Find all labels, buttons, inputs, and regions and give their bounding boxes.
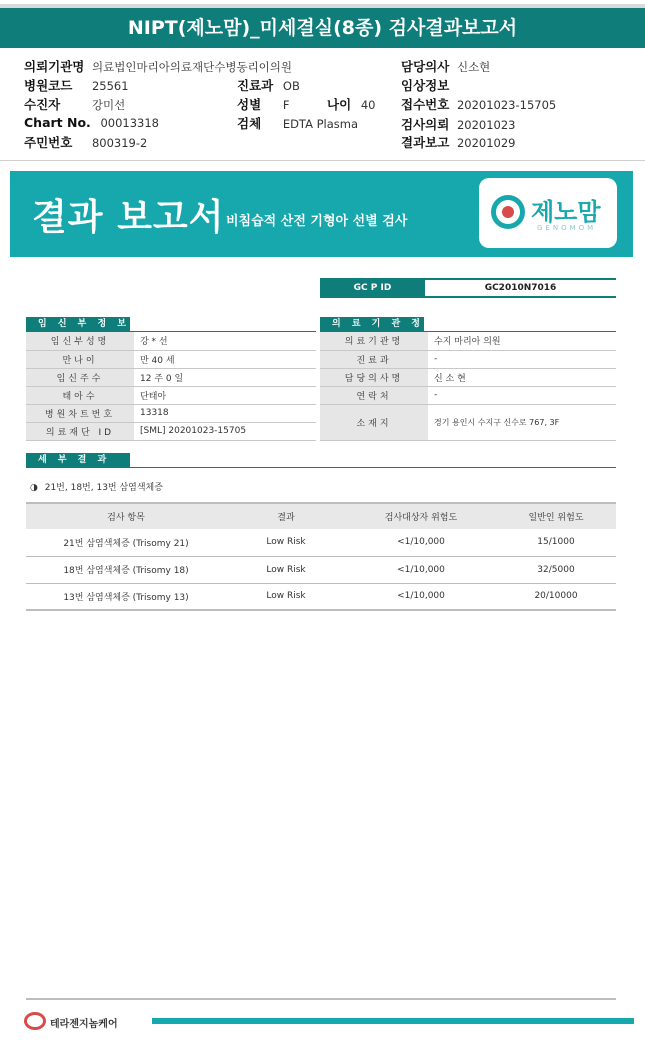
info-row [26,368,316,386]
meta-divider [0,160,645,161]
info-value: 13318 [134,404,316,422]
section-detail-results: 세 부 결 과 [26,453,130,468]
info-value: 경기 용인시 수지구 신수로 767, 3F [428,404,616,440]
meta-label: 검사의뢰 [401,117,450,132]
meta-label: 진료과 [237,78,274,93]
half-circle-icon: ◑ [30,483,38,493]
info-row [320,404,616,440]
gcp-id-label: GC P ID [320,278,425,298]
report-banner [10,171,633,257]
info-row [26,422,316,440]
section-pregnant-info: 임 신 부 정 보 [26,317,130,332]
meta-label: 의뢰기관명 [24,59,85,74]
result-cell: Low Risk [226,529,346,556]
logo-text: 제노맘 [531,198,601,226]
report-title: NIPT(제노맘)_미세결실(8종) 검사결과보고서 [0,8,645,48]
meta-label: Chart No. [24,115,91,130]
meta-specimen [237,114,358,132]
result-table [26,502,616,611]
logo-subtext: GENOMOM [537,224,597,232]
institution-info-table [320,332,616,441]
section-line [26,467,616,468]
meta-label: 결과보고 [401,135,450,150]
meta-chart-no [24,115,159,130]
info-label: 연락처 [320,386,428,404]
gcp-id-value: GC2010N7016 [425,278,616,298]
info-value: 수지 마리아 의원 [428,332,616,350]
company-name: 테라젠지놈케어 [50,1019,118,1030]
result-cell: 20/10000 [496,583,616,610]
info-label: 임신주수 [26,368,134,386]
info-row [320,386,616,404]
result-cell: <1/10,000 [346,583,496,610]
footer-bar [152,1018,634,1024]
meta-label: 담당의사 [401,59,450,74]
result-cell: <1/10,000 [346,529,496,556]
company-logo-icon [24,1012,46,1030]
result-cell: Low Risk [226,583,346,610]
meta-value: 20201023 [456,118,516,132]
result-column-header: 결과 [226,503,346,529]
section-institution-info: 의 료 기 관 정 [320,317,424,332]
meta-value: 800319-2 [91,136,148,150]
meta-label: 나이 [327,97,352,112]
info-row [26,404,316,422]
info-value: 신 소 현 [428,368,616,386]
info-value: - [428,386,616,404]
meta-result-date [401,133,516,151]
info-value: - [428,350,616,368]
result-column-header: 검사 항목 [26,503,226,529]
meta-receipt-no [401,95,556,113]
result-cell: 32/5000 [496,556,616,583]
meta-value: 40 [360,98,376,112]
result-column-header: 일반인 위험도 [496,503,616,529]
meta-age [327,95,375,113]
result-cell: <1/10,000 [346,556,496,583]
info-row [320,332,616,350]
result-cell: 18번 삼염색체증 (Trisomy 18) [26,556,226,583]
meta-resident-no [24,133,147,151]
meta-hospital-code [24,76,129,94]
banner-subtitle: 비침습적 산전 기형아 선별 검사 [226,214,408,229]
result-column-header: 검사대상자 위험도 [346,503,496,529]
meta-value: 20201029 [456,136,516,150]
meta-value: 00013318 [100,116,159,130]
result-row [26,583,616,610]
result-cell: 15/1000 [496,529,616,556]
meta-value: F [282,98,290,112]
result-row [26,556,616,583]
meta-value: 의료법인마리아의료재단수병동리이의원 [92,60,293,74]
detail-heading-text: 21번, 18번, 13번 삼염색체증 [44,483,163,493]
info-value: 단태아 [134,386,316,404]
meta-request-date [401,115,516,133]
meta-value: 신소현 [456,60,491,74]
result-cell: 21번 삼염색체증 (Trisomy 21) [26,529,226,556]
info-value: 만 40 세 [134,350,316,368]
meta-label: 임상정보 [401,78,450,93]
pregnant-info-table [26,332,316,441]
meta-label: 성별 [237,97,262,112]
info-row [26,332,316,350]
info-label: 담당의사명 [320,368,428,386]
info-label: 진료과 [320,350,428,368]
info-label: 만나이 [26,350,134,368]
meta-label: 검체 [237,116,262,131]
logo-baby-icon [502,206,514,218]
meta-label: 주민번호 [24,135,73,150]
meta-institution [24,57,292,75]
meta-label: 수진자 [24,97,61,112]
genomom-logo [479,178,617,248]
info-label: 임신부성명 [26,332,134,350]
info-label: 소재지 [320,404,428,440]
meta-value: EDTA Plasma [282,117,359,131]
meta-recipient [24,95,125,113]
info-label: 의료재단 ID [26,422,134,440]
meta-value: 25561 [91,79,129,93]
meta-label: 접수번호 [401,97,450,112]
banner-title: 결과 보고서 [32,197,225,238]
info-row [320,368,616,386]
meta-label: 병원코드 [24,78,73,93]
detail-heading [30,480,163,493]
meta-clinical [401,76,453,94]
meta-value: 20201023-15705 [456,98,557,112]
meta-value: 강미선 [91,98,126,112]
info-row [26,386,316,404]
info-row [320,350,616,368]
meta-department [237,76,300,94]
info-label: 태아수 [26,386,134,404]
info-value: 강 * 선 [134,332,316,350]
meta-doctor [401,57,490,75]
meta-value: OB [282,79,300,93]
footer-divider [26,998,616,1000]
result-cell: 13번 삼염색체증 (Trisomy 13) [26,583,226,610]
info-label: 병원차트번호 [26,404,134,422]
result-cell: Low Risk [226,556,346,583]
info-label: 의료기관명 [320,332,428,350]
meta-sex [237,95,289,113]
info-value: 12 주 0 일 [134,368,316,386]
info-row [26,350,316,368]
result-row [26,529,616,556]
info-value: [SML] 20201023-15705 [134,422,316,440]
